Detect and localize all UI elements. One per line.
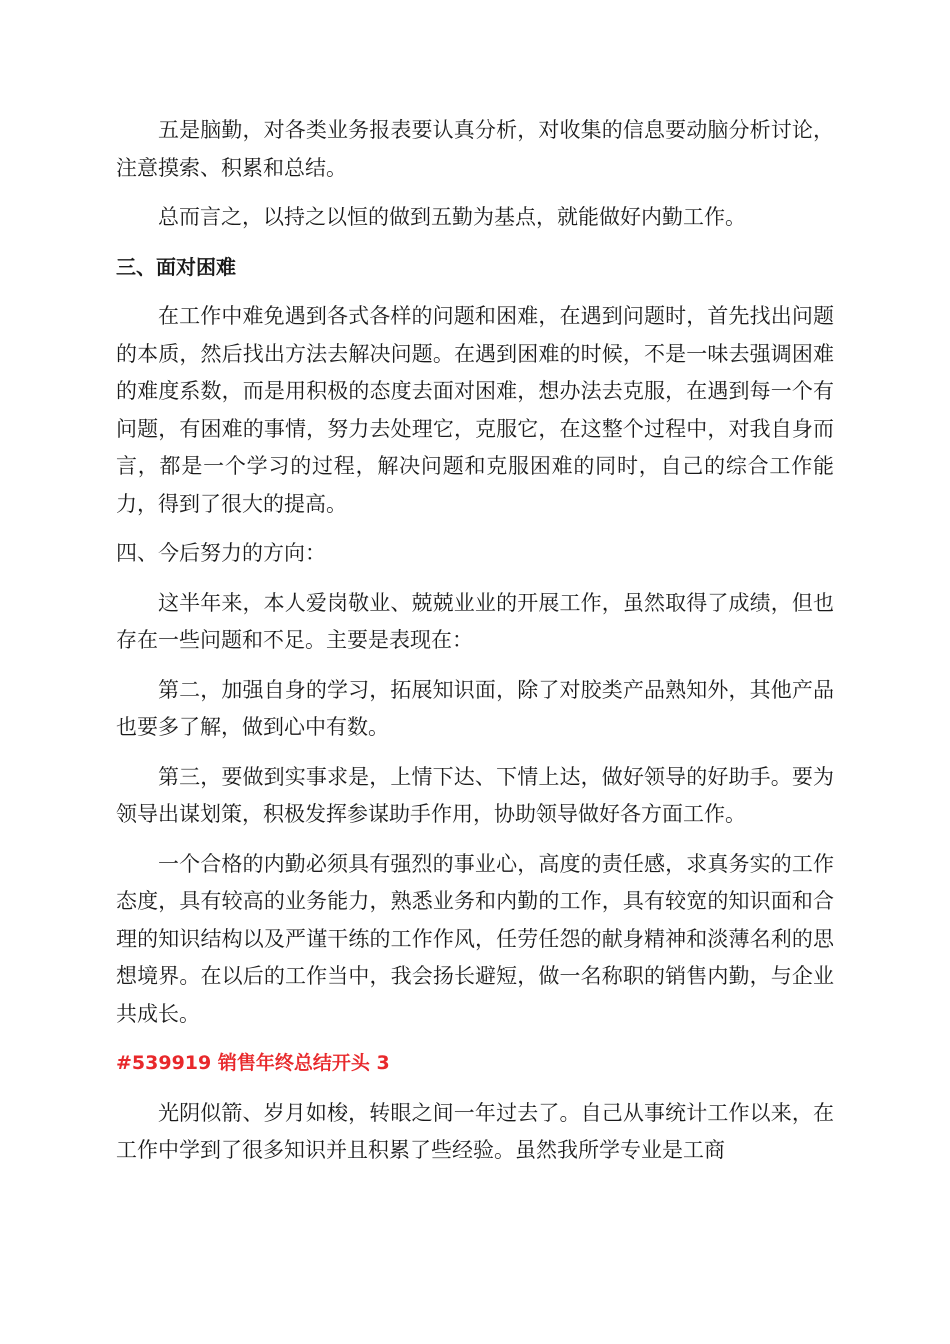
- paragraph-qualified-staff: 一个合格的内勤必须具有强烈的事业心，高度的责任感，求真务实的工作态度，具有较高的业务能力，熟悉业务和内勤的工作，具有较宽的知识面和合理的知识结构以及严谨干练的工作作风，任劳任怨的献身精神和淡薄名利的思想境界。在以后的工作当中，我会扬长避短，做一名称职的销售内勤，与企业共成长。: [116, 851, 834, 1026]
- document-page: [116, 112, 834, 1182]
- paragraph-brain-diligence: 五是脑勤，对各类业务报表要认真分析，对收集的信息要动脑分析讨论，注意摸索、积累和总结。: [116, 118, 834, 180]
- paragraph-summary: 总而言之，以持之以恒的做到五勤为基点，就能做好内勤工作。: [158, 205, 746, 229]
- article-heading-red[interactable]: #539919 销售年终总结开头 3: [116, 1052, 390, 1074]
- paragraph-second: 第二，加强自身的学习，拓展知识面，除了对胶类产品熟知外，其他产品也要多了解，做到心中有数。: [116, 677, 834, 739]
- paragraph-difficulties: 在工作中难免遇到各式各样的问题和困难，在遇到问题时，首先找出问题的本质，然后找出方法去解决问题。在遇到困难的时候，不是一味去强调困难的难度系数，而是用积极的态度去面对困难，想办法去克服，在遇到每一个有问题，有困难的事情，努力去处理它，克服它，在这整个过程中，对我自身而言，都是一个学习的过程，解决问题和克服困难的同时，自己的综合工作能力，得到了很大的提高。: [116, 304, 834, 516]
- paragraph-time-flies: 光阴似箭、岁月如梭，转眼之间一年过去了。自己从事统计工作以来，在工作中学到了很多知识并且积累了些经验。虽然我所学专业是工商: [116, 1100, 834, 1162]
- section-heading-difficulties: 三、面对困难: [116, 254, 236, 279]
- paragraph-third: 第三，要做到实事求是，上情下达、下情上达，做好领导的好助手。要为领导出谋划策，积极发挥参谋助手作用，协助领导做好各方面工作。: [116, 764, 834, 826]
- section-heading-future-direction: 四、今后努力的方向：: [116, 541, 326, 565]
- paragraph-half-year: 这半年来，本人爱岗敬业、兢兢业业的开展工作，虽然取得了成绩，但也存在一些问题和不足。主要是表现在：: [116, 590, 834, 652]
